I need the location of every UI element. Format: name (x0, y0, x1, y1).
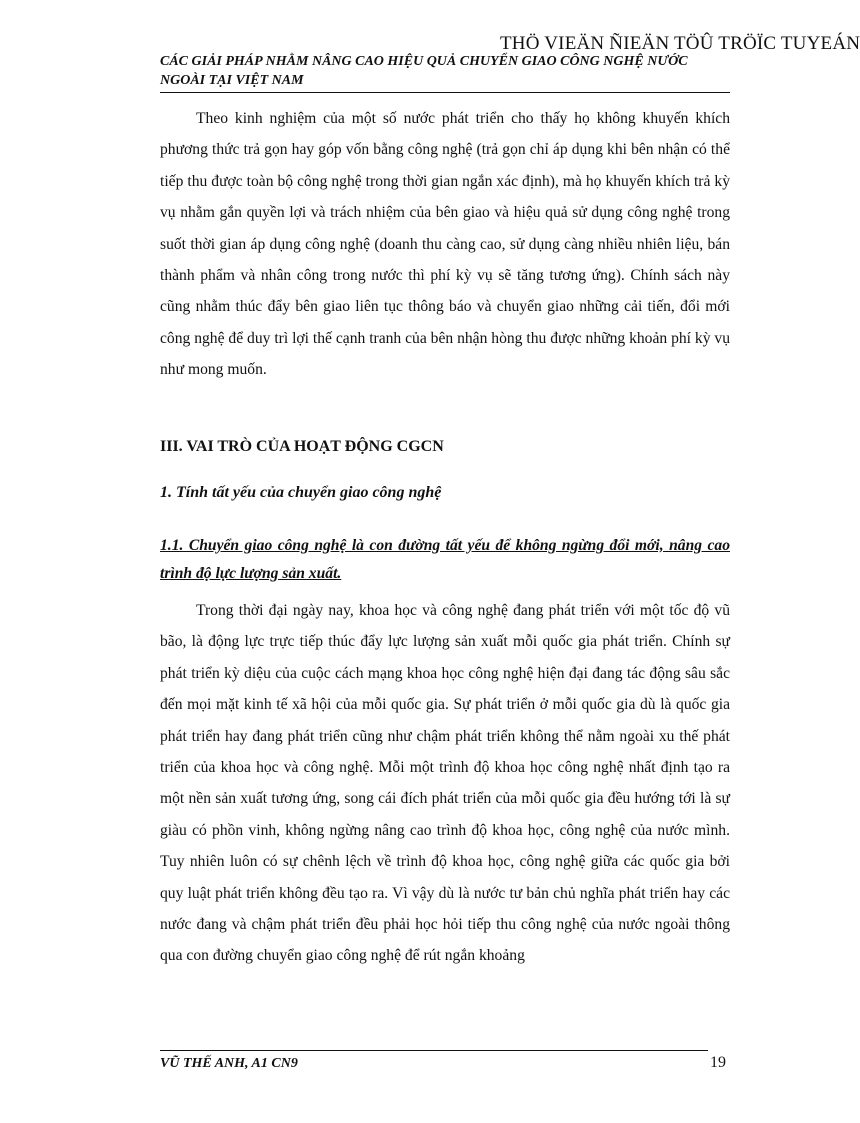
page-number: 19 (710, 1054, 726, 1071)
header-divider (160, 92, 730, 93)
section-title: III. VAI TRÒ CỦA HOẠT ĐỘNG CGCN (160, 438, 444, 455)
body-paragraph-1: Theo kinh nghiệm của một số nước phát triển cho thấy họ không khuyến khích phương thức trả gọn hay góp vốn bằng công nghệ (trả gọn chỉ áp dụng khi bên nhận có thể tiếp thu được toàn bộ công nghệ trong thời gian ngắn xác định), mà họ khuyến khích trả kỳ vụ nhằm gắn quyền lợi và trách nhiệm của bên giao và hiệu quả sử dụng công nghệ trong suốt thời gian áp dụng công nghệ (doanh thu càng cao, sử dụng càng nhiều nhiên liệu, bán thành phẩm và nhân công trong nước thì phí kỳ vụ sẽ tăng tương ứng). Chính sách này cũng nhằm thúc đẩy bên giao liên tục thông báo và chuyển giao những cải tiến, đổi mới công nghệ để duy trì lợi thế cạnh tranh của bên nhận hòng thu được những khoản phí kỳ vụ như mong muốn. (160, 110, 730, 379)
footer-author: VŨ THẾ ANH, A1 CN9 (160, 1056, 298, 1071)
subsection-title: 1. Tính tất yếu của chuyển giao công nghệ (160, 484, 442, 501)
watermark-text: THÖ VIEÄN ÑIEÄN TÖÛ TRÖÏC TUYEÁN (500, 33, 860, 54)
subsubsection-title: 1.1. Chuyển giao công nghệ là con đường tất yếu để không ngừng đổi mới, nâng cao trình độ lực lượng sản xuất. (160, 537, 730, 582)
footer-divider (160, 1050, 708, 1051)
body-paragraph-2: Trong thời đại ngày nay, khoa học và công nghệ đang phát triển với một tốc độ vũ bão, là động lực trực tiếp thúc đẩy lực lượng sản xuất mỗi quốc gia phát triển. Chính sự phát triển kỳ diệu của cuộc cách mạng khoa học công nghệ hiện đại đang tác động sâu sắc đến mọi mặt kinh tế xã hội của mỗi quốc gia. Sự phát triển ở mỗi quốc gia dù là quốc gia phát triển hay đang phát triển cũng như chậm phát triển không thể nằm ngoài xu thế phát triển của khoa học và công nghệ. Mỗi một trình độ khoa học công nghệ nhất định tạo ra một nền sản xuất tương ứng, song cái đích phát triển của mỗi quốc gia đều hướng tới là sự giàu có phồn vinh, không ngừng nâng cao trình độ khoa học, công nghệ của nước mình. Tuy nhiên luôn có sự chênh lệch về trình độ khoa học, công nghệ giữa các quốc gia bởi quy luật phát triển không đều tạo ra. Vì vậy dù là nước tư bản chủ nghĩa phát triển hay các nước đang và chậm phát triển đều phải học hỏi tiếp thu công nghệ của nước ngoài thông qua con đường chuyển giao công nghệ để rút ngắn khoảng (160, 602, 730, 965)
running-header: CÁC GIẢI PHÁP NHẰM NÂNG CAO HIỆU QUẢ CHUYỂN GIAO CÔNG NGHỆ NƯỚC NGOÀI TẠI VIỆT NAM (160, 54, 688, 88)
